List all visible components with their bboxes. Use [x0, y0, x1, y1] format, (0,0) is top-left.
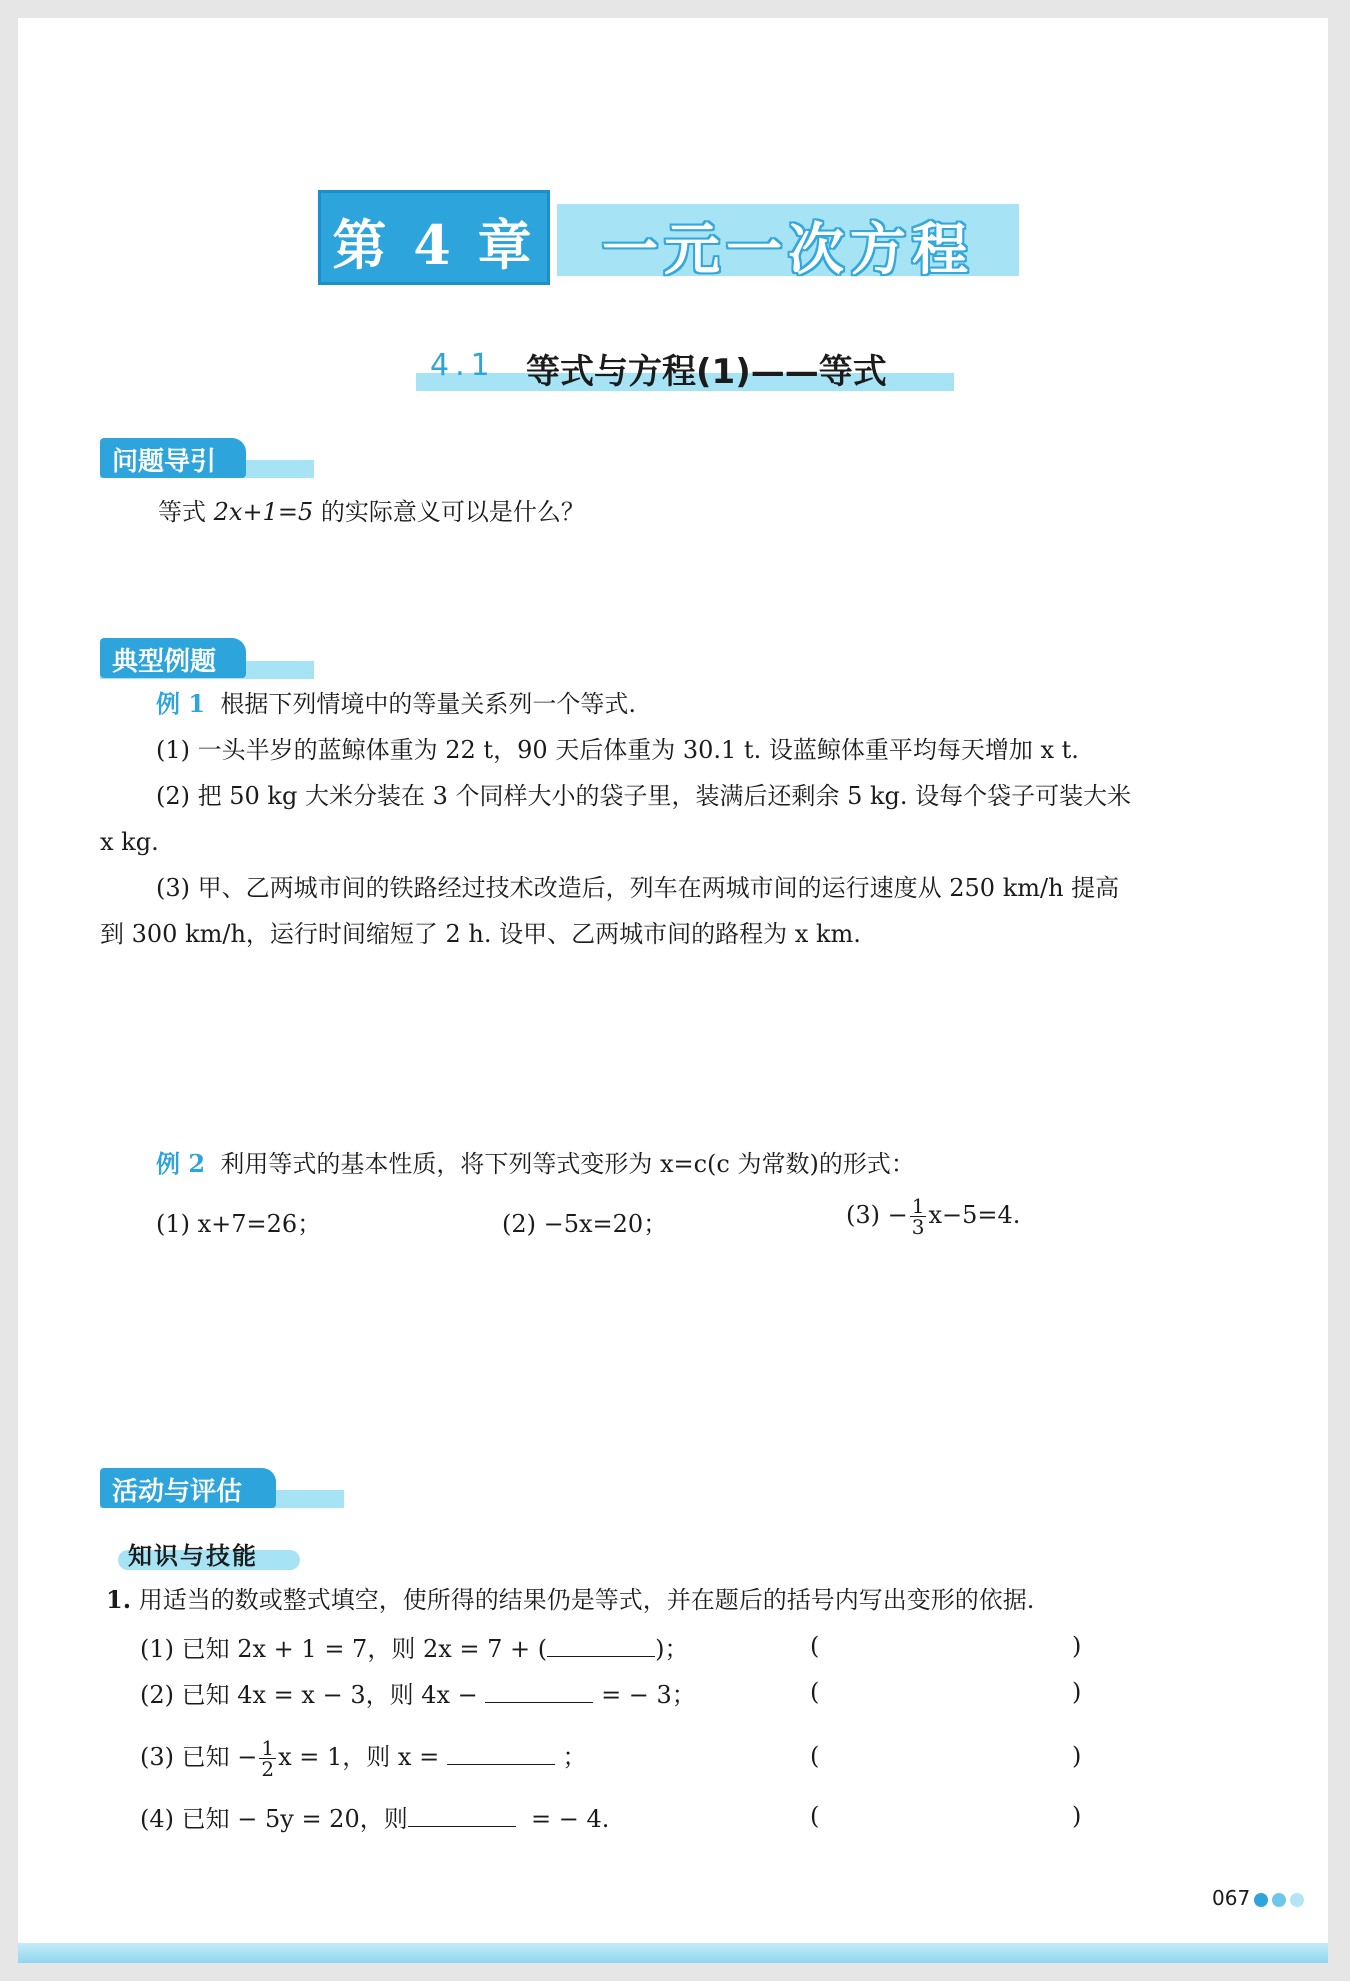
chapter-label: 第 4 章: [332, 213, 536, 277]
section-number: 4.1: [430, 348, 496, 383]
reason-paren-open: (: [810, 1742, 820, 1770]
example-1-text: 根据下列情境中的等量关系列一个等式.: [220, 690, 636, 718]
reason-paren-close: ): [1072, 1802, 1082, 1830]
example-1-tag: 例 1: [156, 689, 206, 718]
activity-label-tag: [100, 1468, 276, 1508]
example-2-prompt: [156, 1148, 915, 1180]
example-1-item-2: (2) 把 50 kg 大米分装在 3 个同样大小的袋子里，装满后还剩余 5 kg. 设每个袋子可装大米: [156, 782, 1132, 810]
reason-paren-open: (: [810, 1802, 820, 1830]
example-2-item-3: [846, 1196, 1020, 1237]
reason-paren-close: ): [1072, 1742, 1082, 1770]
example-2-text: 利用等式的基本性质，将下列等式变形为 x=c(c 为常数)的形式：: [220, 1150, 915, 1178]
page-dot-icon: [1254, 1893, 1268, 1907]
footer-band: [18, 1943, 1328, 1963]
reason-paren-open: (: [810, 1678, 820, 1706]
question-1-item-4: [140, 1802, 609, 1835]
question-1-item-3: [140, 1738, 586, 1779]
answer-blank[interactable]: [408, 1802, 516, 1827]
textbook-page: [18, 18, 1328, 1963]
answer-blank[interactable]: [447, 1740, 555, 1765]
chapter-title: 一元一次方程: [602, 217, 974, 283]
section-title: 等式与方程(1)——等式: [526, 352, 887, 392]
q1-item-1-pre: (1) 已知 2x + 1 = 7，则 2x = 7 + (: [140, 1635, 548, 1663]
example-1-item-3: (3) 甲、乙两城市间的铁路经过技术改造后，列车在两城市间的运行速度从 250 km/h 提高: [156, 874, 1120, 902]
question-1-prompt: [106, 1584, 1034, 1616]
q1-item-3-post: ；: [562, 1743, 587, 1771]
example-1-item-3-cont: 到 300 km/h，运行时间缩短了 2 h. 设甲、乙两城市间的路程为 x km.: [100, 920, 861, 948]
guide-label: 问题导引: [112, 447, 217, 477]
q1-item-4-pre: (4) 已知 − 5y = 20，则: [140, 1805, 408, 1833]
fraction-denominator: 3: [911, 1215, 925, 1239]
reason-paren-open: (: [810, 1632, 820, 1660]
example-1-item-2-cont: x kg.: [100, 828, 159, 856]
fraction-one-half: [259, 1738, 276, 1779]
chapter-label-box: [318, 190, 550, 285]
q1-item-3-pre: (3) 已知 −: [140, 1743, 258, 1771]
example-1-item-1: (1) 一头半岁的蓝鲸体重为 22 t，90 天后体重为 30.1 t. 设蓝鲸体重平均每天增加 x t.: [156, 736, 1079, 764]
question-1-item-1: [140, 1632, 689, 1665]
activity-label: 活动与评估: [112, 1477, 243, 1507]
page-dot-icon: [1272, 1893, 1286, 1907]
fraction-numerator: 1: [911, 1194, 925, 1218]
examples-label-tag: [100, 638, 246, 678]
example-2-item-3-post: x−5=4.: [928, 1201, 1021, 1229]
fraction-one-third: [910, 1196, 927, 1237]
example-2-tag: 例 2: [156, 1149, 206, 1178]
guide-expression: 2x+1=5: [213, 498, 314, 526]
answer-blank[interactable]: [485, 1678, 593, 1703]
fraction-numerator: 1: [261, 1736, 275, 1760]
skills-sub-label: [118, 1536, 300, 1574]
skills-sub-label-text: 知识与技能: [128, 1542, 258, 1570]
question-1-text: 用适当的数或整式填空，使所得的结果仍是等式，并在题后的括号内写出变形的依据.: [138, 1586, 1035, 1614]
reason-paren-close: ): [1072, 1678, 1082, 1706]
page-number: 067: [1212, 1886, 1251, 1910]
guide-question: [158, 496, 585, 528]
answer-blank[interactable]: [547, 1632, 655, 1657]
page-dot-icon: [1290, 1893, 1304, 1907]
guide-text-post: 的实际意义可以是什么？: [313, 498, 585, 526]
q1-item-1-post: )；: [655, 1635, 689, 1663]
example-2-item-2: (2) −5x=20；: [502, 1210, 668, 1238]
example-1-prompt: [156, 688, 636, 720]
reason-paren-close: ): [1072, 1632, 1082, 1660]
question-1-number: 1.: [106, 1585, 132, 1614]
guide-label-tag: [100, 438, 246, 478]
example-2-item-3-pre: (3) −: [846, 1201, 908, 1229]
question-1-item-2: [140, 1678, 696, 1711]
q1-item-2-post: = − 3；: [601, 1681, 696, 1709]
guide-text-pre: 等式: [158, 498, 214, 526]
fraction-denominator: 2: [261, 1757, 275, 1781]
example-2-item-1: (1) x+7=26；: [156, 1210, 322, 1238]
q1-item-4-post: = − 4.: [531, 1805, 610, 1833]
examples-label: 典型例题: [112, 647, 217, 677]
chapter-title-box: [557, 204, 1019, 283]
q1-item-3-mid: x = 1，则 x =: [278, 1743, 440, 1771]
q1-item-2-pre: (2) 已知 4x = x − 3，则 4x −: [140, 1681, 478, 1709]
